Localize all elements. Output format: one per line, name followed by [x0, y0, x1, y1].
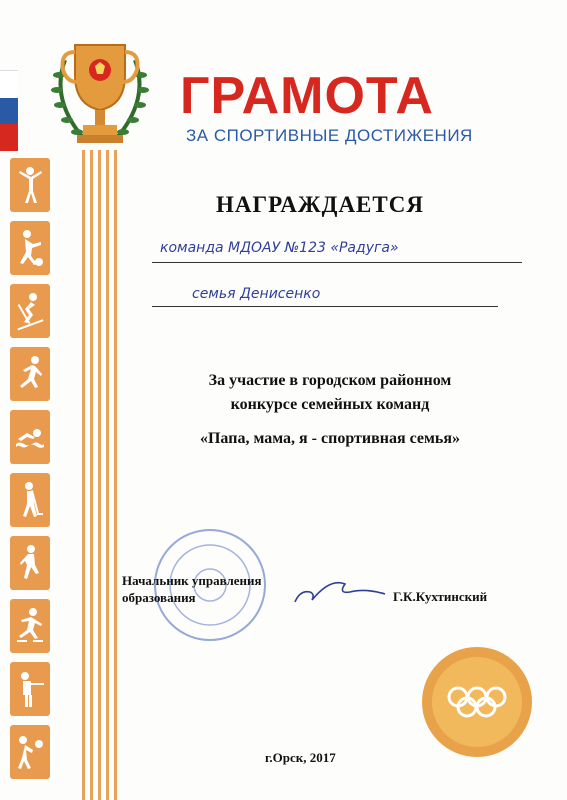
- recipient-line-1: команда МДОАУ №123 «Радуга»: [160, 240, 399, 256]
- reason-line-1: За участие в городском районном: [208, 372, 452, 389]
- signatory-name: Г.К.Кухтинский: [393, 589, 488, 604]
- sport-icons-column: [10, 158, 58, 788]
- awarded-heading: НАГРАЖДАЕТСЯ: [216, 192, 424, 217]
- place-and-date: г.Орск, 2017: [265, 750, 336, 765]
- underline-1: [152, 262, 522, 263]
- runner-icon: [10, 347, 50, 401]
- certificate-title: ГРАМОТА: [180, 67, 434, 125]
- gymnast-icon: [10, 158, 50, 212]
- underline-2: [152, 306, 498, 307]
- skiing-icon: [10, 284, 50, 338]
- contest-name: «Папа, мама, я - спортивная семья»: [199, 430, 461, 447]
- decorative-stripes: [82, 150, 134, 800]
- handwritten-signature: [290, 570, 390, 610]
- skater-icon: [10, 599, 50, 653]
- shooter-icon: [10, 662, 50, 716]
- football-icon: [10, 221, 50, 275]
- certificate-subtitle: ЗА СПОРТИВНЫЕ ДОСТИЖЕНИЯ: [186, 126, 473, 145]
- trophy-icon: [45, 30, 155, 160]
- olympic-medal-icon: [420, 645, 535, 760]
- swimmer-icon: [10, 410, 50, 464]
- running-icon: [10, 536, 50, 590]
- flag-stripe: [0, 70, 18, 150]
- signatory-title: Начальник управления образования: [122, 573, 262, 605]
- reason-line-2: конкурсе семейных команд: [230, 396, 430, 413]
- volleyball-icon: [10, 725, 50, 779]
- recipient-line-2: семья Денисенко: [192, 286, 321, 302]
- hockey-icon: [10, 473, 50, 527]
